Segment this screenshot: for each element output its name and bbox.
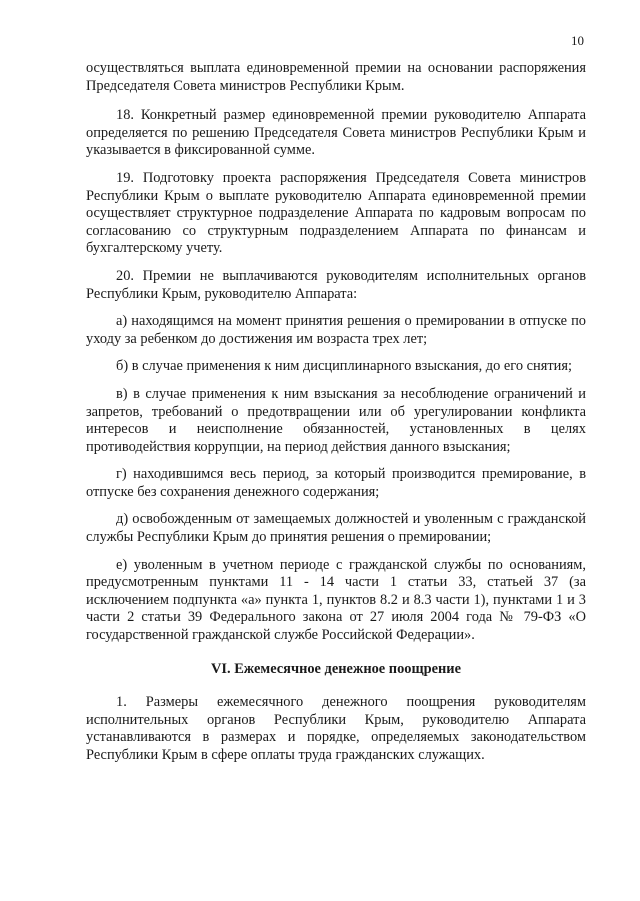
section-paragraph-1: 1. Размеры ежемесячного денежного поощрения руководителям исполнительных органов Республики Крым, руководителю Аппарата устанавливаются в размерах и порядке, определяемых законодательством Республики Крым в сфере оплаты труда гражданских служащих. — [86, 694, 586, 763]
subitem-d: д) освобожденным от замещаемых должностей и уволенным с гражданской службы Республики Крым до принятия решения о премировании; — [86, 511, 586, 546]
section-heading: VI. Ежемесячное денежное поощрение — [211, 660, 461, 677]
page-number: 10 — [571, 33, 584, 48]
subitem-g: г) находившимся весь период, за который производится премирование, в отпуске без сохранения денежного содержания; — [86, 466, 586, 500]
paragraph-continuation: осуществляться выплата единовременной премии на основании распоряжения Председателя Совета министров Республики Крым. — [86, 60, 586, 94]
subitem-v: в) в случае применения к ним взыскания за несоблюдение ограничений и запретов, требований о предотвращении или об урегулировании конфликта интересов и неисполнение обязанностей, установленных в целях противодействия коррупции, на период действия данного взыскания; — [86, 385, 586, 455]
paragraph-item-18: 18. Конкретный размер единовременной премии руководителю Аппарата определяется по решению Председателя Совета министров Республики Крым и указывается в фиксированной сумме. — [86, 107, 586, 159]
document-body — [86, 60, 586, 775]
paragraph-item-19: 19. Подготовку проекта распоряжения Председателя Совета министров Республики Крым о выплате руководителю Аппарата единовременной премии осуществляет структурное подразделение Аппарата по кадровым вопросам по согласованию со структурным подразделением Аппарата по финансам и бухгалтерскому учету. — [86, 169, 586, 257]
subitem-b: б) в случае применения к ним дисциплинарного взыскания, до его снятия; — [116, 358, 572, 375]
subitem-e: е) уволенным в учетном периоде с гражданской службы по основаниям, предусмотренным пунктами 11 - 14 части 1 статьи 33, статьей 37 (за исключением подпункта «а» пункта 1, пунктов 8.2 и 8.3 части 1), пунктами 1 и 3 части 2 статьи 39 Федерального закона от 27 июля 2004 года № 79-ФЗ «О государственной гражданской службе Российской Федерации». — [86, 556, 586, 644]
subitem-a: а) находящимся на момент принятия решения о премировании в отпуске по уходу за ребенком до достижения им возраста трех лет; — [86, 313, 586, 347]
paragraph-item-20: 20. Премии не выплачиваются руководителям исполнительных органов Республики Крым, руководителю Аппарата: — [86, 267, 586, 302]
